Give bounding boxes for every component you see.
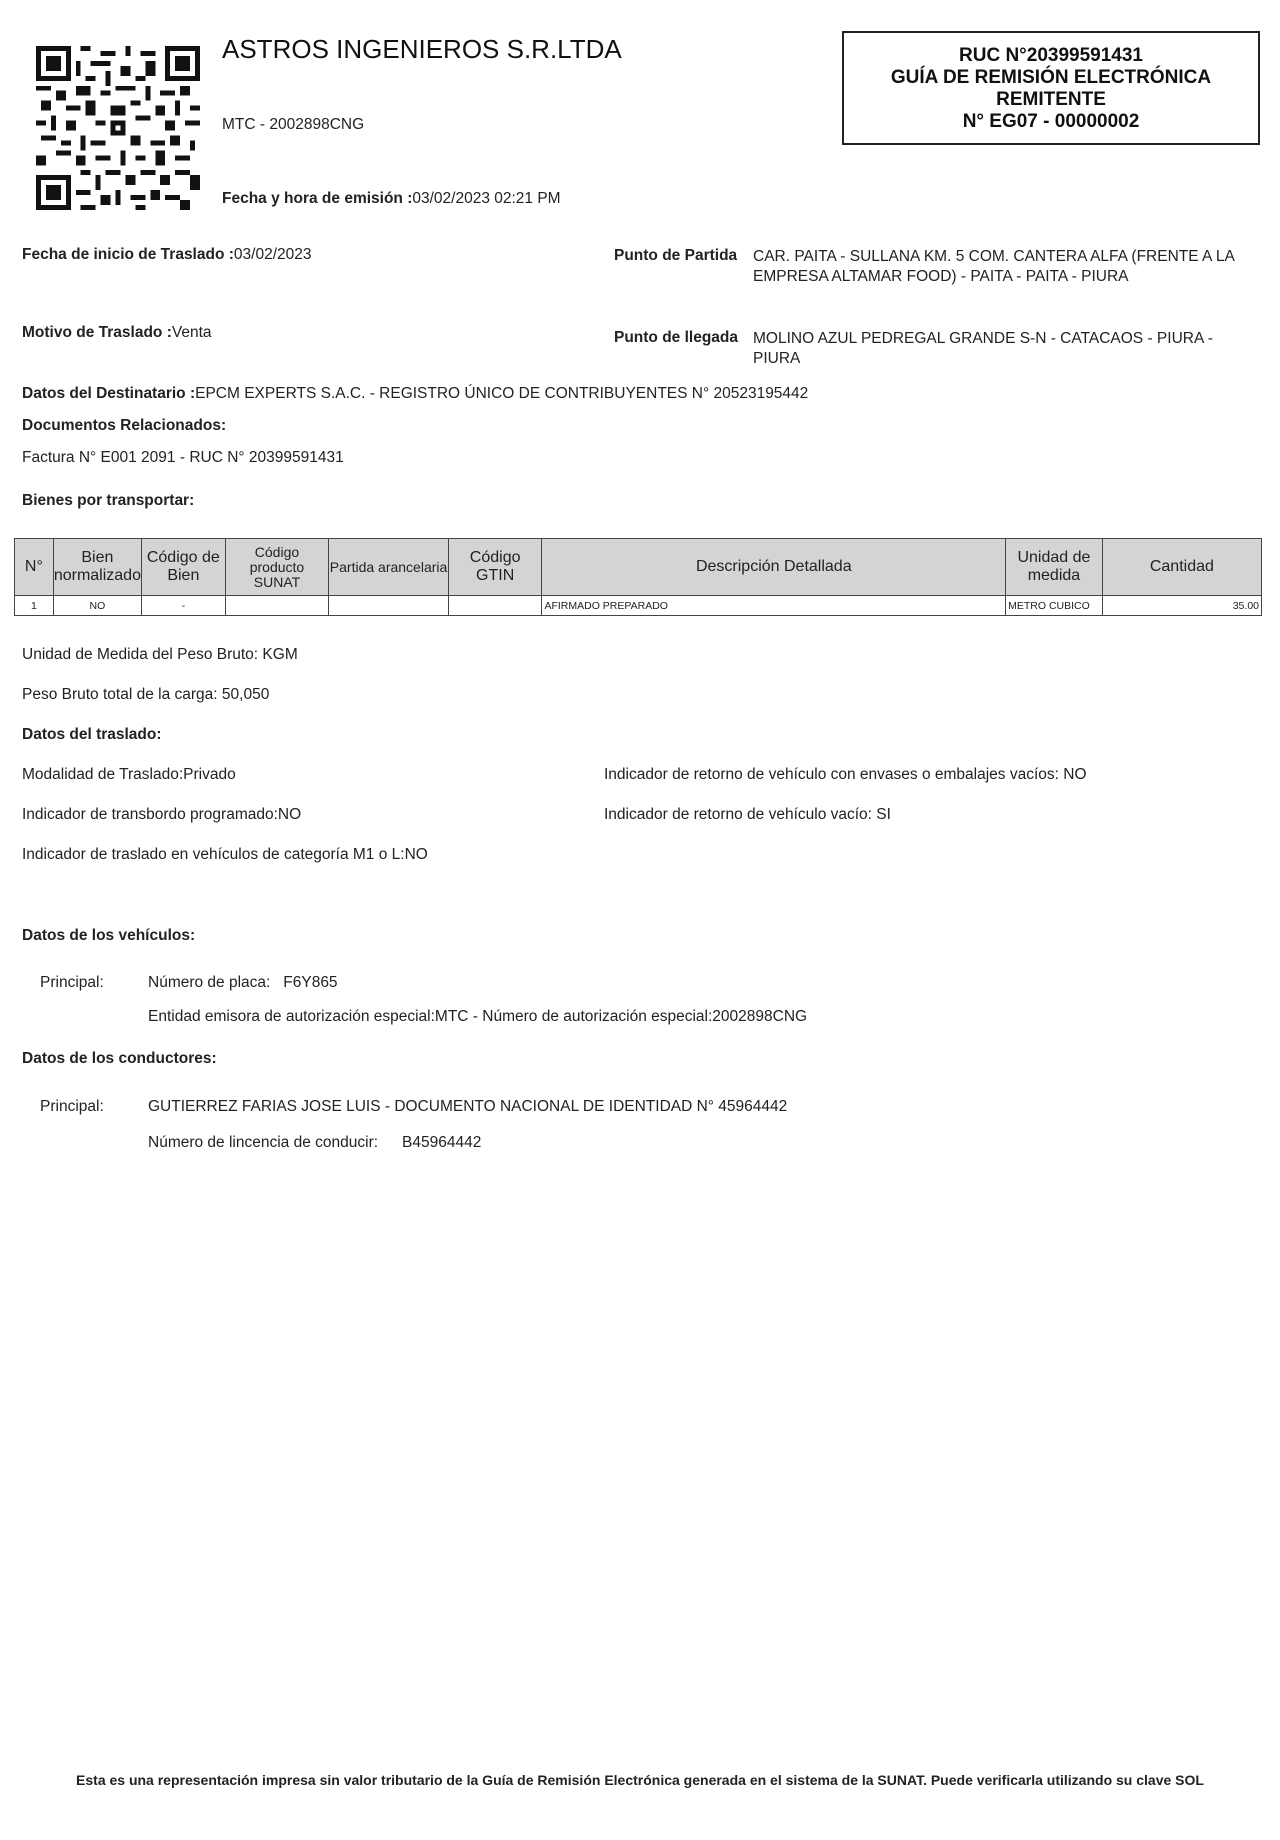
qr-code [36, 46, 200, 210]
transfer-start-value: 03/02/2023 [233, 246, 312, 263]
drivers-label: Datos de los conductores: [22, 1050, 217, 1067]
doc-type-line-2: REMITENTE [996, 89, 1106, 110]
recipient [22, 385, 808, 403]
company-mtc: MTC - 2002898CNG [222, 116, 365, 133]
origin-value: CAR. PAITA - SULLANA KM. 5 COM. CANTERA ALFA (FRENTE A LA EMPRESA ALTAMAR FOOD) - PAITA - PAITA - PIURA [753, 248, 1234, 285]
weight-total-value: 50,050 [221, 686, 270, 703]
col-quantity: Cantidad [1102, 539, 1261, 596]
cell-sunat-code [225, 596, 329, 616]
related-docs-value: Factura N° E001 2091 - RUC N° 20399591431 [22, 449, 344, 466]
m1-value: NO [404, 846, 428, 863]
related-docs-label: Documentos Relacionados: [22, 417, 227, 434]
empty-vehicle-value: SI [876, 806, 891, 823]
vehicle-authorization: Entidad emisora de autorización especial:MTC - Número de autorización especial:2002898CNG [148, 1008, 808, 1025]
empty-containers-value: NO [1063, 766, 1087, 783]
modality-value: Privado [183, 766, 236, 783]
ruc-box [842, 31, 1260, 145]
goods-header-row [15, 539, 1262, 596]
cell-unit: METRO CUBICO [1006, 596, 1103, 616]
company-name: ASTROS INGENIEROS S.R.LTDA [222, 34, 622, 64]
transfer-start-label: Fecha de inicio de Traslado : [22, 246, 234, 263]
cell-description: AFIRMADO PREPARADO [542, 596, 1006, 616]
vehicles-label: Datos de los vehículos: [22, 927, 196, 944]
cell-code: - [141, 596, 225, 616]
weight-total-label: Peso Bruto total de la carga: [22, 686, 218, 703]
emission-value: 03/02/2023 02:21 PM [412, 190, 561, 207]
destination-value: MOLINO AZUL PEDREGAL GRANDE S-N - CATACAOS - PIURA - PIURA [753, 330, 1213, 367]
weight-unit-label: Unidad de Medida del Peso Bruto: [22, 646, 259, 663]
transport-modality [22, 766, 236, 784]
destination-label: Punto de llegada [614, 329, 739, 346]
col-description: Descripción Detallada [542, 539, 1006, 596]
cell-number: 1 [15, 596, 54, 616]
emission-label: Fecha y hora de emisión : [222, 190, 413, 207]
drivers-principal: Principal: [40, 1098, 104, 1115]
ruc-number: RUC N°20399591431 [959, 45, 1143, 66]
transshipment-value: NO [277, 806, 302, 823]
empty-vehicle-indicator [604, 806, 891, 824]
recipient-label: Datos del Destinatario : [22, 385, 196, 402]
weight-unit [22, 646, 298, 664]
transfer-reason-label: Motivo de Traslado : [22, 324, 172, 341]
emission-date [222, 190, 561, 208]
col-number: N° [15, 539, 54, 596]
transfer-reason [22, 324, 212, 342]
transshipment-label: Indicador de transbordo programado: [22, 806, 278, 823]
cell-normalized: NO [53, 596, 141, 616]
footer-note: Esta es una representación impresa sin valor tributario de la Guía de Remisión Electrónica generada en el sistema de la SUNAT. Puede verificarla utilizando su clave SOL [76, 1772, 1204, 1788]
doc-number: N° EG07 - 00000002 [962, 111, 1140, 132]
empty-containers-indicator [604, 766, 1087, 784]
transfer-start [22, 246, 311, 264]
driver-license [148, 1134, 481, 1152]
origin-label: Punto de Partida [614, 247, 738, 264]
goods-table [14, 538, 1262, 616]
transfer-reason-value: Venta [171, 324, 212, 341]
col-sunat-code: Código producto SUNAT [225, 539, 329, 596]
col-gtin: Código GTIN [448, 539, 542, 596]
vehicle-plate [148, 974, 338, 992]
driver-name: GUTIERREZ FARIAS JOSE LUIS - DOCUMENTO NACIONAL DE IDENTIDAD N° 45964442 [148, 1098, 788, 1115]
cell-quantity: 35.00 [1102, 596, 1261, 616]
plate-value: F6Y865 [283, 974, 338, 991]
weight-total [22, 686, 269, 704]
doc-type-line-1: GUÍA DE REMISIÓN ELECTRÓNICA [890, 67, 1212, 88]
m1-indicator [22, 846, 428, 864]
col-tariff: Partida arancelaria [329, 539, 449, 596]
empty-vehicle-label: Indicador de retorno de vehículo vacío: [604, 806, 872, 823]
col-unit: Unidad de medida [1006, 539, 1103, 596]
vehicles-principal: Principal: [40, 974, 104, 991]
modality-label: Modalidad de Traslado: [22, 766, 184, 783]
plate-label: Número de placa: [148, 974, 271, 991]
transport-label: Datos del traslado: [22, 726, 162, 743]
cell-tariff [329, 596, 449, 616]
col-normalized: Bien normalizado [53, 539, 141, 596]
weight-unit-value: KGM [262, 646, 298, 663]
goods-label: Bienes por transportar: [22, 492, 195, 509]
m1-label: Indicador de traslado en vehículos de categoría M1 o L: [22, 846, 405, 863]
table-row [15, 596, 1262, 616]
col-code: Código de Bien [141, 539, 225, 596]
license-value: B45964442 [402, 1134, 482, 1151]
transshipment-indicator [22, 806, 301, 824]
recipient-value: EPCM EXPERTS S.A.C. - REGISTRO ÚNICO DE CONTRIBUYENTES N° 20523195442 [195, 385, 809, 402]
cell-gtin [448, 596, 542, 616]
license-label: Número de lincencia de conducir: [148, 1134, 379, 1151]
empty-containers-label: Indicador de retorno de vehículo con envases o embalajes vacíos: [604, 766, 1059, 783]
